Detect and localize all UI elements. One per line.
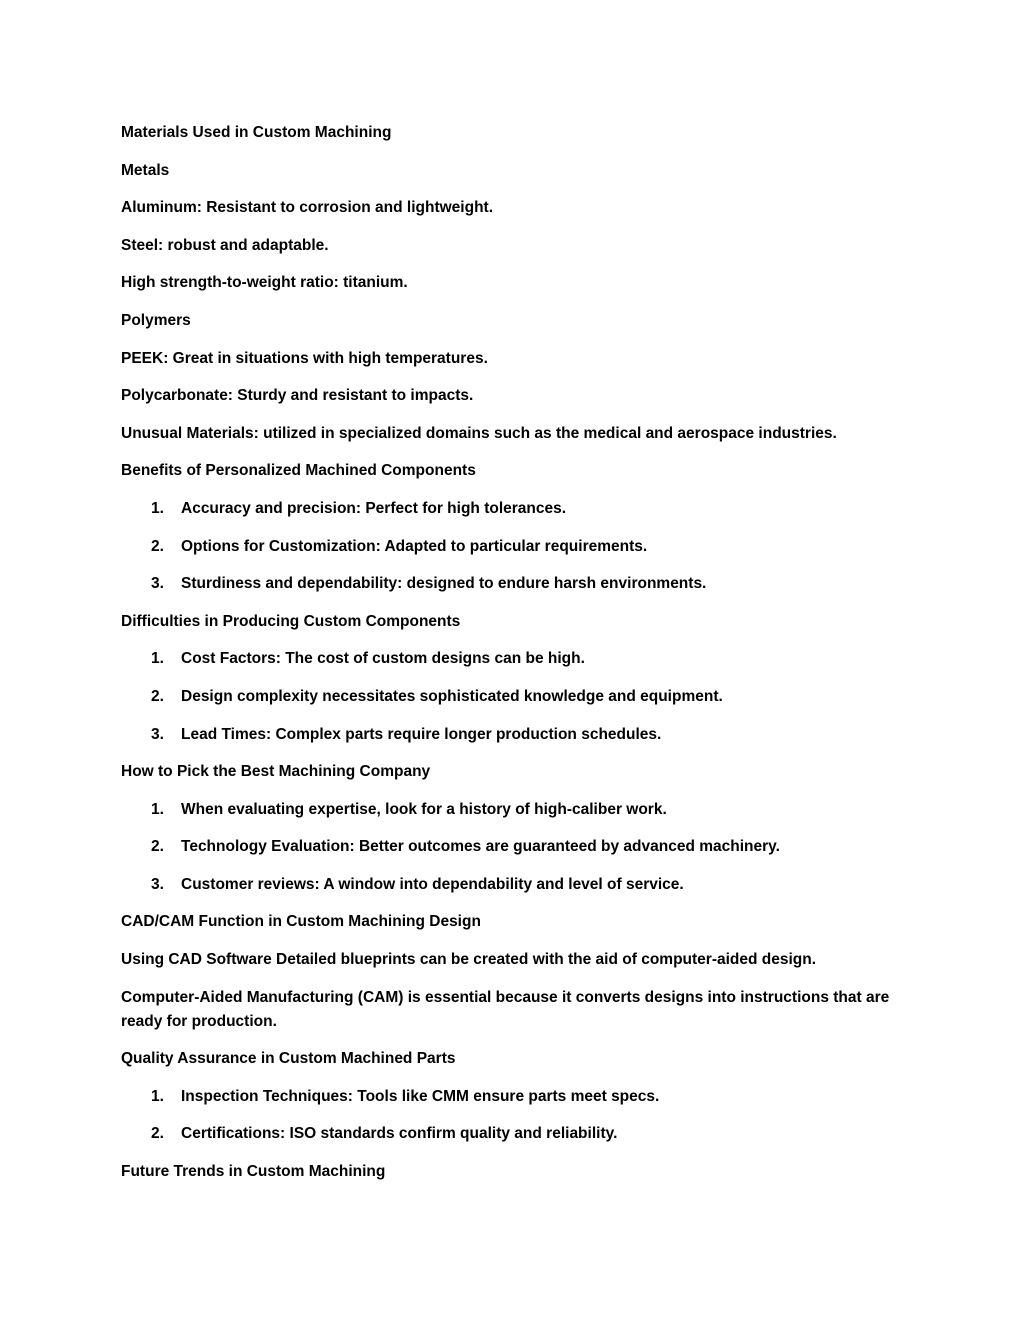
list-number: 1. [151, 1087, 164, 1105]
document-page [121, 121, 891, 1198]
list-number: 3. [151, 575, 164, 593]
list-item [121, 1122, 891, 1146]
paragraph-cad-software: Using CAD Software Detailed blueprints can be created with the aid of computer-aided design. [121, 951, 817, 969]
paragraph-peek: PEEK: Great in situations with high temperatures. [121, 349, 488, 367]
list-item [121, 685, 891, 709]
list-number: 1. [151, 499, 164, 517]
list-item-text: Certifications: ISO standards confirm quality and reliability. [181, 1125, 618, 1143]
heading-benefits: Benefits of Personalized Machined Components [121, 462, 476, 480]
list-number: 2. [151, 1125, 164, 1143]
list-item [121, 873, 891, 897]
list-item-text: Lead Times: Complex parts require longer production schedules. [181, 725, 662, 743]
list-item-text: Inspection Techniques: Tools like CMM ensure parts meet specs. [181, 1087, 660, 1105]
paragraph-cam: Computer-Aided Manufacturing (CAM) is essential because it converts designs into instructions that are ready for production. [121, 988, 890, 1030]
list-item-text: Technology Evaluation: Better outcomes are guaranteed by advanced machinery. [181, 838, 780, 856]
paragraph-unusual-materials: Unusual Materials: utilized in specialized domains such as the medical and aerospace industries. [121, 424, 837, 442]
heading-future-trends: Future Trends in Custom Machining [121, 1163, 386, 1181]
list-item-text: Cost Factors: The cost of custom designs can be high. [181, 650, 585, 668]
list-number: 3. [151, 725, 164, 743]
list-number: 1. [151, 800, 164, 818]
list-number: 2. [151, 687, 164, 705]
list-item-text: When evaluating expertise, look for a history of high-caliber work. [181, 800, 667, 818]
list-item-text: Accuracy and precision: Perfect for high tolerances. [181, 499, 567, 517]
subheading-polymers: Polymers [121, 311, 191, 329]
list-item [121, 835, 891, 859]
list-item [121, 535, 891, 559]
heading-cad-cam: CAD/CAM Function in Custom Machining Design [121, 913, 481, 931]
paragraph-polycarbonate: Polycarbonate: Sturdy and resistant to impacts. [121, 387, 474, 405]
list-number: 2. [151, 537, 164, 555]
list-item [121, 497, 891, 521]
paragraph-aluminum: Aluminum: Resistant to corrosion and lightweight. [121, 199, 494, 217]
list-item-text: Design complexity necessitates sophisticated knowledge and equipment. [181, 687, 723, 705]
list-number: 3. [151, 875, 164, 893]
subheading-metals: Metals [121, 161, 170, 179]
list-item-text: Customer reviews: A window into dependability and level of service. [181, 875, 684, 893]
list-item [121, 647, 891, 671]
heading-quality-assurance: Quality Assurance in Custom Machined Parts [121, 1050, 456, 1068]
list-item [121, 1085, 891, 1109]
paragraph-titanium: High strength-to-weight ratio: titanium. [121, 274, 408, 292]
list-item [121, 723, 891, 747]
list-number: 2. [151, 838, 164, 856]
heading-materials: Materials Used in Custom Machining [121, 124, 392, 141]
list-item [121, 798, 891, 822]
list-item-text: Options for Customization: Adapted to particular requirements. [181, 537, 648, 555]
list-item-text: Sturdiness and dependability: designed to endure harsh environments. [181, 575, 707, 593]
paragraph-steel: Steel: robust and adaptable. [121, 236, 329, 254]
list-number: 1. [151, 650, 164, 668]
list-item [121, 572, 891, 596]
heading-pick-company: How to Pick the Best Machining Company [121, 763, 431, 781]
heading-difficulties: Difficulties in Producing Custom Components [121, 612, 461, 630]
